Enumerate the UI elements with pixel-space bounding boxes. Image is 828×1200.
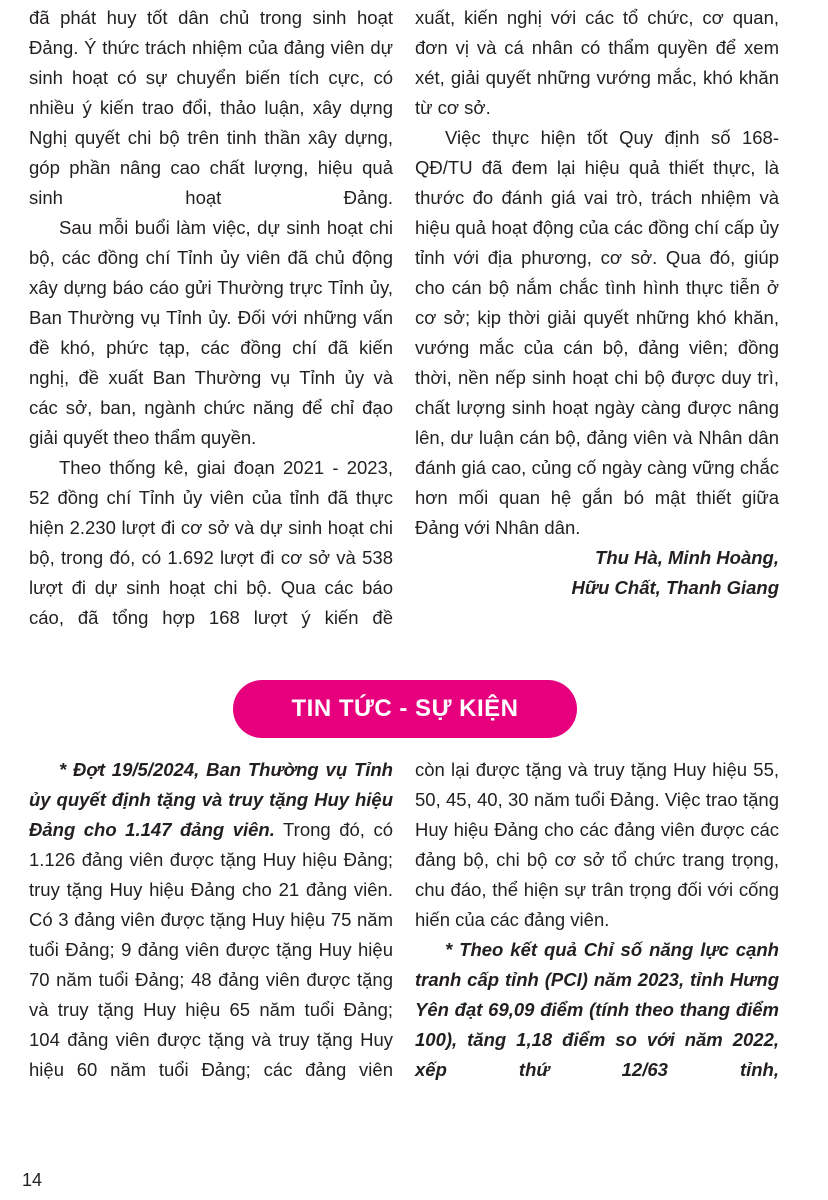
article-column-top-right	[415, 3, 779, 603]
article-paragraph: đã phát huy tốt dân chủ trong sinh hoạt Đảng. Ý thức trách nhiệm của đảng viên dự sinh hoạt có sự chuyển biến tích cực, có nhiều ý kiến trao đổi, thảo luận, xây dựng Nghị quyết chi bộ trên tinh thần xây dựng, góp phần nâng cao chất lượng, hiệu quả sinh hoạt Đảng.	[29, 7, 393, 208]
author-line: Thu Hà, Minh Hoàng,	[595, 547, 779, 568]
article-paragraph: Theo thống kê, giai đoạn 2021 - 2023, 52 đồng chí Tỉnh ủy viên của tỉnh đã thực hiện 2.230 lượt đi cơ sở và dự sinh hoạt chi bộ, trong đó, có 1.692 lượt đi cơ sở và 538 lượt đi dự sinh hoạt chi bộ. Qua các báo cáo, đã tổng hợp 168 lượt ý kiến đề	[29, 457, 393, 628]
news-item-lead: * Đợt 19/5/2024, Ban Thường vụ Tỉnh ủy quyết định tặng và truy tặng Huy hiệu Đảng cho 1.147 đảng viên.	[29, 759, 393, 840]
section-banner-title: TIN TỨC - SỰ KIỆN	[291, 695, 519, 722]
news-item	[29, 755, 393, 1085]
page-number: 14	[22, 1170, 43, 1190]
news-item-continued: còn lại được tặng và truy tặng Huy hiệu 55, 50, 45, 40, 30 năm tuổi Đảng. Việc trao tặng Huy hiệu Đảng cho các đảng viên được các đảng bộ, chi bộ cơ sở tổ chức trang trọng, chu đáo, thể hiện sự trân trọng đối với cống hiến của các đảng viên.	[415, 759, 779, 930]
news-item-lead: * Theo kết quả Chỉ số năng lực cạnh tranh cấp tỉnh (PCI) năm 2023, tỉnh Hưng Yên đạt 69,09 điểm (tính theo thang điểm 100), tăng 1,18 điểm so với năm 2022, xếp thứ 12/63 tỉnh,	[415, 939, 779, 1080]
article-column-top-left	[29, 3, 393, 633]
news-column-left	[29, 755, 393, 1085]
article-paragraph: Sau mỗi buổi làm việc, dự sinh hoạt chi bộ, các đồng chí Tỉnh ủy viên đã chủ động xây dựng báo cáo gửi Thường trực Tỉnh ủy, Ban Thường vụ Tỉnh ủy. Đối với những vấn đề khó, phức tạp, các đồng chí đã kiến nghị, đề xuất Ban Thường vụ Tỉnh ủy và các sở, ban, ngành chức năng để chỉ đạo giải quyết theo thẩm quyền.	[29, 217, 393, 448]
news-item	[415, 935, 779, 1085]
article-paragraph: xuất, kiến nghị với các tổ chức, cơ quan, đơn vị và cá nhân có thẩm quyền để xem xét, giải quyết những vướng mắc, khó khăn từ cơ sở.	[415, 7, 779, 118]
news-item-body: Trong đó, có 1.126 đảng viên được tặng Huy hiệu Đảng; truy tặng Huy hiệu Đảng cho 21 đảng viên. Có 3 đảng viên được tặng Huy hiệu 75 năm tuổi Đảng; 9 đảng viên được tặng Huy hiệu 70 năm tuổi Đảng; 48 đảng viên được tặng và truy tặng Huy hiệu 65 năm tuổi Đảng; 104 đảng viên được tặng và truy tặng Huy hiệu 60 năm tuổi Đảng; các đảng viên	[29, 819, 394, 1080]
author-line: Hữu Chất, Thanh Giang	[571, 577, 779, 598]
article-paragraph: Việc thực hiện tốt Quy định số 168-QĐ/TU đã đem lại hiệu quả thiết thực, là thước đo đánh giá vai trò, trách nhiệm và hiệu quả hoạt động của các đồng chí cấp ủy tỉnh với địa phương, cơ sở. Qua đó, giúp cho cán bộ nắm chắc tình hình thực tiễn ở cơ sở; kịp thời giải quyết những khó khăn, vướng mắc của cán bộ, đảng viên; đồng thời, nền nếp sinh hoạt chi bộ được duy trì, chất lượng sinh hoạt ngày càng được nâng lên, dư luận cán bộ, đảng viên và Nhân dân đánh giá cao, củng cố ngày càng vững chắc hơn mối quan hệ gắn bó mật thiết giữa Đảng với Nhân dân.	[415, 127, 779, 538]
news-column-right	[415, 755, 779, 1085]
section-banner	[233, 680, 577, 738]
